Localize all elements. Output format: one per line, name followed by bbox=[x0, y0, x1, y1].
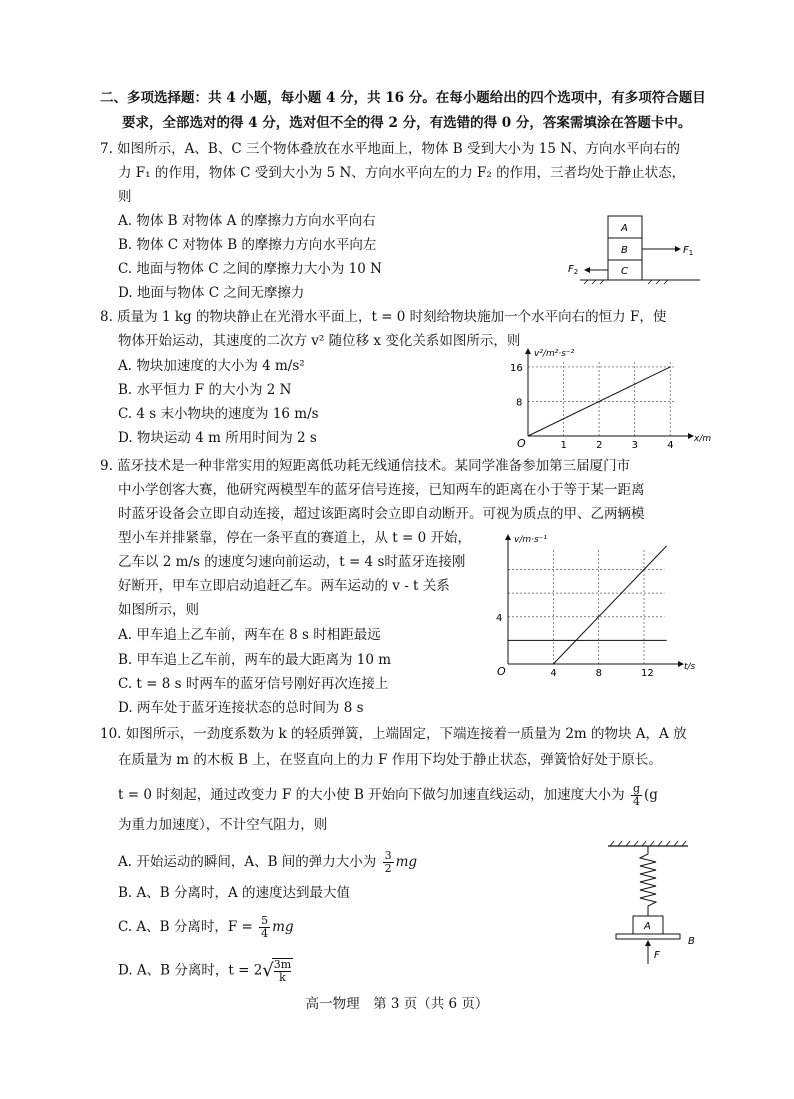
force-f2-label: $F_2$ bbox=[568, 264, 579, 276]
y-axis-arrow bbox=[505, 534, 511, 540]
q8-option-a: A. 物块加速度的大小为 4 m/s² bbox=[118, 358, 305, 374]
q9-stem-line1: 9. 蓝牙技术是一种非常实用的短距离低功耗无线通信技术。某同学准备参加第三届厦门市 bbox=[100, 458, 631, 474]
q10-stem-line2: 在质量为 m 的木板 B 上，在竖直向上的力 F 作用下均处于静止状态，弹簧恰好处于原长。 bbox=[118, 752, 662, 768]
force-f-arrowhead bbox=[645, 940, 651, 946]
q8-v2-x-chart bbox=[500, 348, 712, 451]
q7-option-a: A. 物体 B 对物体 A 的摩擦力方向水平向右 bbox=[118, 213, 376, 229]
x-tick-label-8: 8 bbox=[595, 668, 603, 679]
q10-option-d: D. A、B 分离时，t = 2√ $\frac{3m}{k}$ bbox=[118, 958, 292, 984]
q7-option-b: B. 物体 C 对物体 B 的摩擦力方向水平向左 bbox=[118, 237, 377, 253]
q10-stem-line3: t = 0 时刻起，通过改变力 F 的大小使 B 开始向下做匀加速直线运动，加速度大小为 $\frac{g}{4}$ (g bbox=[118, 782, 658, 808]
block-a-label: A bbox=[621, 223, 628, 234]
q10-stem-line4: 为重力加速度），不计空气阻力，则 bbox=[118, 817, 328, 833]
board-b bbox=[616, 934, 680, 939]
q9-stem-line2: 中小学创客大赛，他研究两模型车的蓝牙信号连接，已知两车的距离在小于等于某一距离 bbox=[118, 482, 645, 498]
block-c-label: C bbox=[621, 266, 628, 277]
block-b-label: B bbox=[621, 245, 628, 256]
q9-stem-line4: 型小车并排紧靠，停在一条平直的赛道上，从 t = 0 开始， bbox=[118, 530, 471, 546]
q7-stem-line1: 7. 如图所示，A、B、C 三个物体叠放在水平地面上，物体 B 受到大小为 15 N、方向水平向右的 bbox=[100, 141, 681, 157]
section-header-line1: 二、多项选择题：共 4 小题，每小题 4 分，共 16 分。在每小题给出的四个选项中，有多项符合题目 bbox=[100, 90, 706, 106]
block-a-label: A bbox=[644, 921, 651, 932]
y-tick-label-4: 4 bbox=[496, 612, 503, 624]
spring bbox=[640, 846, 656, 916]
q8-option-b: B. 水平恒力 F 的大小为 2 N bbox=[118, 382, 292, 398]
origin-label: O bbox=[497, 665, 506, 678]
force-f1-label: $F_1$ bbox=[683, 245, 694, 257]
force-f2-arrowhead bbox=[584, 267, 590, 273]
q8-option-c: C. 4 s 末小物块的速度为 16 m/s bbox=[118, 406, 319, 422]
series-line-0 bbox=[553, 546, 666, 664]
x-axis-label: x/m bbox=[694, 434, 712, 444]
origin-label: O bbox=[517, 437, 526, 450]
q9-stem-line7: 如图所示，则 bbox=[118, 602, 199, 618]
acceleration-fraction: $\frac{g}{4}$ bbox=[632, 782, 640, 808]
page-footer: 高一物理 第 3 页（共 6 页） bbox=[305, 996, 489, 1012]
q10-stem-line1: 10. 如图所示，一劲度系数为 k 的轻质弹簧，上端固定，下端连接着一质量为 2m 的物块 A，A 放 bbox=[100, 726, 687, 742]
ground-hatching bbox=[584, 280, 668, 284]
section-header-line2: 要求，全部选对的得 4 分，选对但不全的得 2 分，有选错的得 0 分，答案需填涂在答题卡中。 bbox=[122, 115, 692, 131]
ceiling-hatching bbox=[610, 841, 686, 846]
y-axis-label: v²/m²·s⁻² bbox=[534, 349, 575, 359]
q7-stem-line2: 力 F₁ 的作用，物体 C 受到大小为 5 N、方向水平向左的力 F₂ 的作用，三者均处于静止状态， bbox=[118, 165, 686, 181]
q9-stem-line5: 乙车以 2 m/s 的速度匀速向前运动，t = 4 s时蓝牙连接刚 bbox=[118, 554, 466, 570]
q10-spring-figure bbox=[600, 840, 710, 970]
y-tick-label-16: 16 bbox=[510, 362, 523, 374]
x-tick-label-12: 12 bbox=[641, 668, 654, 679]
q9-stem-line6: 好断开，甲车立即启动追赶乙车。两车运动的 v - t 关系 bbox=[118, 578, 450, 594]
board-b-label: B bbox=[688, 936, 695, 947]
q10-option-a: A. 开始运动的瞬间，A、B 间的弹力大小为 $\frac{3}{2}$ mg bbox=[118, 849, 418, 875]
q10-option-b: B. A、B 分离时，A 的速度达到最大值 bbox=[118, 885, 351, 901]
x-tick-label-2: 2 bbox=[596, 440, 603, 451]
q7-option-d: D. 地面与物体 C 之间无摩擦力 bbox=[118, 285, 305, 301]
q8-stem-line2: 物体开始运动，其速度的二次方 v² 随位移 x 变化关系如图所示，则 bbox=[118, 333, 521, 349]
x-tick-label-4: 4 bbox=[550, 668, 557, 679]
q10-option-c: C. A、B 分离时，F = $\frac{5}{4}$ mg bbox=[118, 914, 294, 940]
q7-stem-line3: 则 bbox=[118, 189, 132, 205]
x-tick-label-4: 4 bbox=[667, 440, 674, 451]
q9-option-a: A. 甲车追上乙车前，两车在 8 s 时相距最远 bbox=[118, 627, 381, 643]
q8-stem-line1: 8. 质量为 1 kg 的物块静止在光滑水平面上，t = 0 时刻给物块施加一个水平向右的恒力 F，使 bbox=[100, 309, 667, 325]
q9-option-c: C. t = 8 s 时两车的蓝牙信号刚好再次连接上 bbox=[118, 676, 389, 692]
q7-option-c: C. 地面与物体 C 之间的摩擦力大小为 10 N bbox=[118, 261, 382, 277]
q9-option-b: B. 甲车追上乙车前，两车的最大距离为 10 m bbox=[118, 652, 392, 668]
x-tick-label-1: 1 bbox=[560, 440, 567, 451]
q9-v-t-chart bbox=[486, 528, 706, 686]
force-f-label: F bbox=[654, 950, 660, 961]
q9-stem-line3: 时蓝牙设备会立即自动连接，超过该距离时会立即自动断开。可视为质点的甲、乙两辆模 bbox=[118, 506, 645, 522]
x-axis-label: t/s bbox=[684, 662, 696, 672]
force-f1-arrowhead bbox=[675, 246, 681, 252]
x-tick-label-3: 3 bbox=[631, 440, 639, 451]
q9-option-d: D. 两车处于蓝牙连接状态的总时间为 8 s bbox=[118, 700, 364, 716]
y-axis-label: v/m·s⁻¹ bbox=[514, 535, 548, 545]
y-axis-arrow bbox=[525, 348, 531, 354]
q7-blocks-figure bbox=[560, 212, 710, 284]
y-tick-label-8: 8 bbox=[516, 397, 523, 409]
q8-option-d: D. 物块运动 4 m 所用时间为 2 s bbox=[118, 430, 317, 446]
